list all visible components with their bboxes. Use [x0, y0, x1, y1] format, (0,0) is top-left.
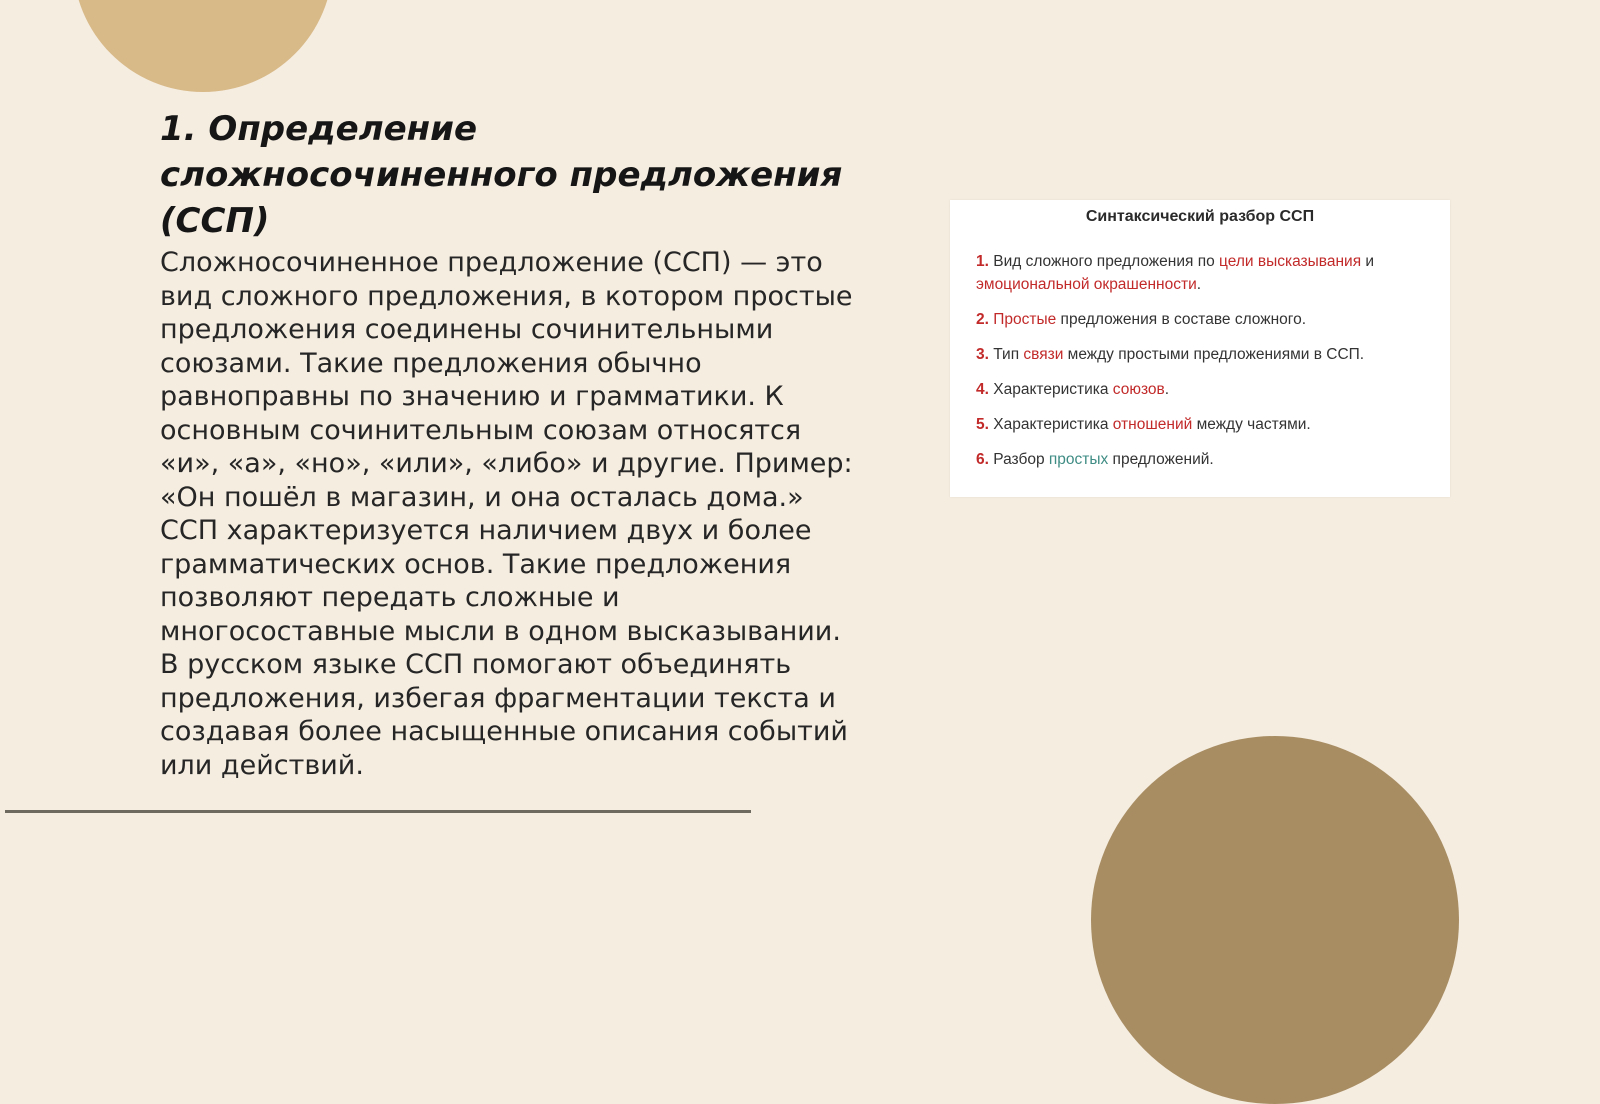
step-highlight: отношений: [1112, 416, 1193, 433]
step-text: Вид сложного предложения по: [988, 253, 1220, 270]
step-highlight: простых: [1048, 451, 1109, 468]
list-item: [976, 413, 1436, 436]
slide-body-text: Сложносочиненное предложение (ССП) — это вид сложного предложения, в котором простые предложения соединены сочинительными союзами. Такие предложения обычно равноправны по значению и грамматики. К основным сочинительным союзам относятся «и», «а», «но», «или», «либо» и другие. Пример: «Он пошёл в магазин, и она осталась дома.» ССП характеризуется наличием двух и более грамматических основ. Такие предложения позволяют передать сложные и многосоставные мысли в одном высказывании. В русском языке ССП помогают объединять предложения, избегая фрагментации текста и создавая более насыщенные описания событий или действий.: [160, 247, 853, 781]
list-item: [976, 250, 1436, 296]
step-highlight: союзов: [1112, 381, 1165, 398]
step-number: 4.: [976, 381, 989, 398]
analysis-steps-list: [976, 250, 1436, 483]
list-item: [976, 448, 1436, 471]
step-highlight: Простые: [993, 311, 1057, 328]
slide-title: 1. Определение сложносочиненного предложения (ССП): [160, 109, 843, 241]
step-number: 3.: [976, 346, 989, 363]
step-highlight: связи: [1023, 346, 1064, 363]
step-text: Разбор: [988, 451, 1049, 468]
step-text: .: [1196, 276, 1202, 293]
step-number: 5.: [976, 416, 989, 433]
step-text: Характеристика: [988, 381, 1113, 398]
card-title: Синтаксический разбор ССП: [1085, 208, 1315, 225]
step-text: между частями.: [1192, 416, 1311, 433]
step-highlight: эмоциональной окрашенности: [976, 276, 1197, 293]
step-text: между простыми предложениями в ССП.: [1063, 346, 1365, 363]
list-item: [976, 378, 1436, 401]
syntax-analysis-card: [950, 200, 1450, 497]
divider-line: [5, 810, 751, 813]
step-text: Тип: [988, 346, 1024, 363]
decorative-circle-bottom: [1091, 736, 1459, 1104]
step-text: Характеристика: [988, 416, 1113, 433]
step-highlight: цели высказывания: [1219, 253, 1362, 270]
step-text: и: [1361, 253, 1375, 270]
step-text: предложений.: [1108, 451, 1214, 468]
step-text: предложения в составе сложного.: [1056, 311, 1307, 328]
list-item: [976, 308, 1436, 331]
decorative-circle-top: [73, 0, 333, 92]
step-number: 2.: [976, 311, 989, 328]
step-text: .: [1164, 381, 1170, 398]
step-number: 6.: [976, 451, 989, 468]
step-number: 1.: [976, 253, 989, 270]
list-item: [976, 343, 1436, 366]
